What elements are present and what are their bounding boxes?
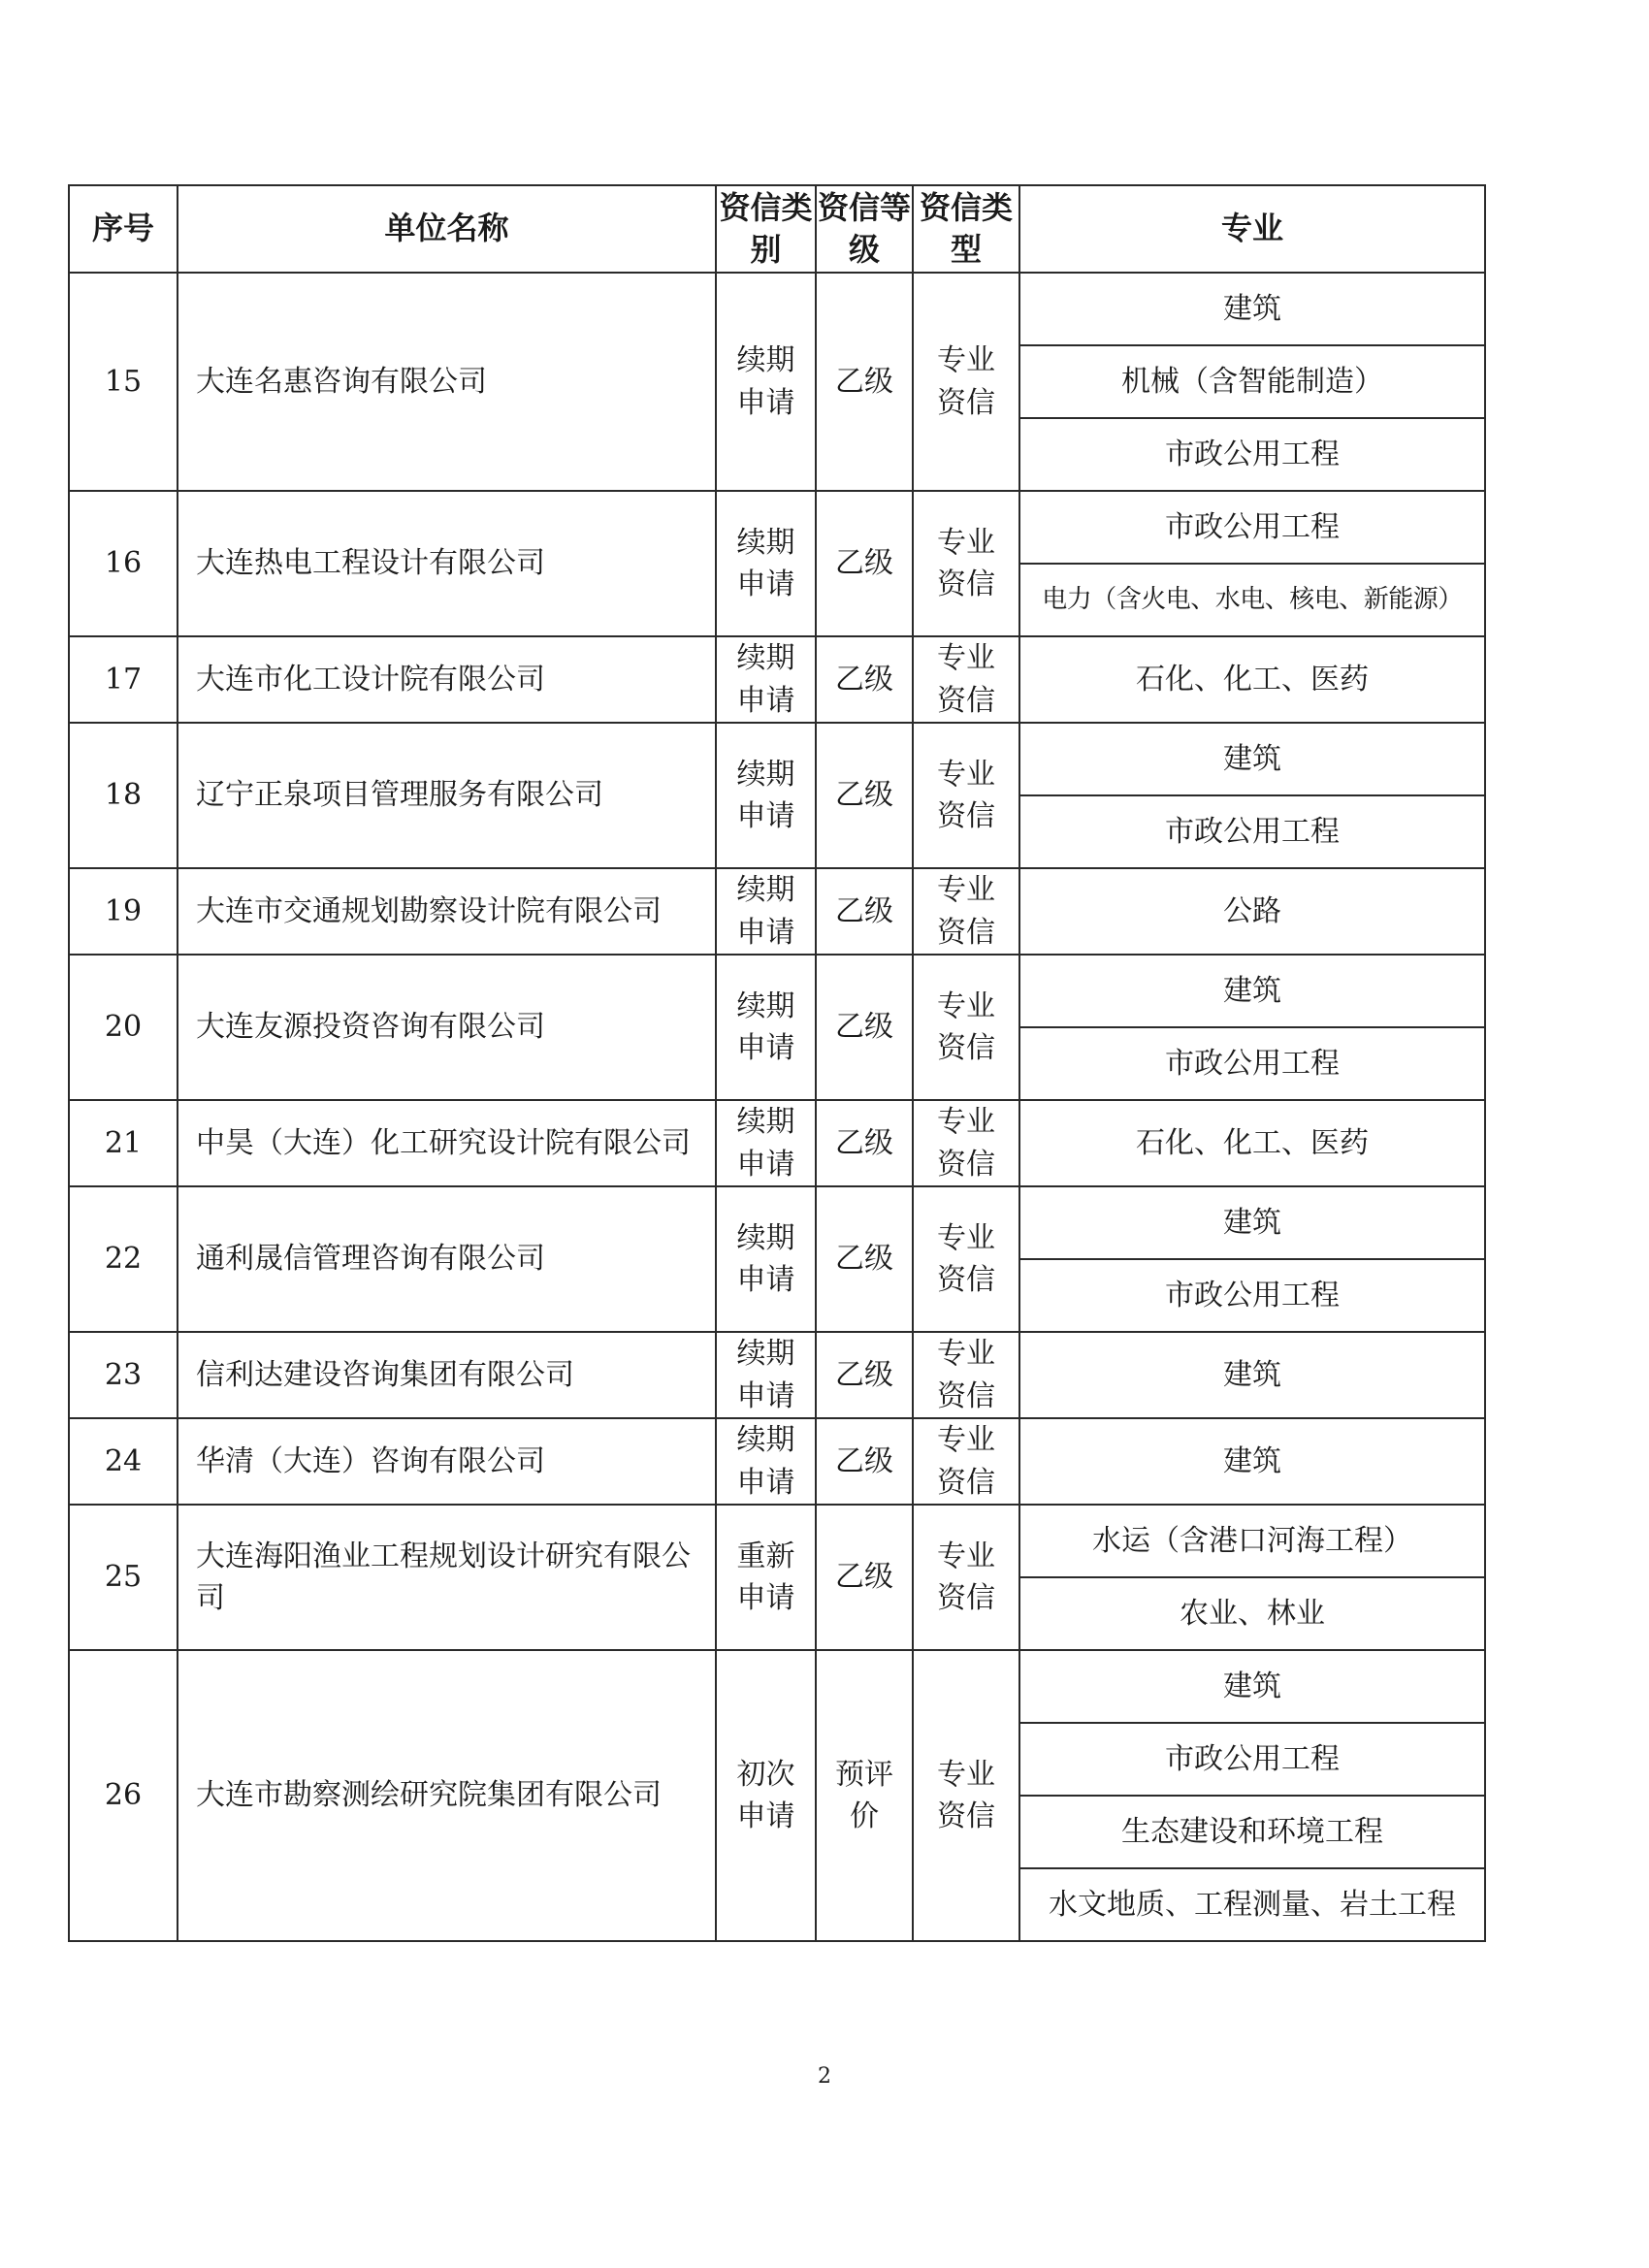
header-major: 专业 xyxy=(1019,185,1485,273)
category-cell: 续期申请 xyxy=(716,868,816,955)
category-cell: 续期申请 xyxy=(716,1332,816,1418)
seq-cell: 15 xyxy=(69,273,178,491)
unit-name-cell: 大连名惠咨询有限公司 xyxy=(178,273,716,491)
table-row xyxy=(69,273,1485,345)
table-row xyxy=(69,723,1485,795)
major-cell: 生态建设和环境工程 xyxy=(1019,1796,1485,1868)
major-cell: 公路 xyxy=(1019,868,1485,955)
type-cell: 专业资信 xyxy=(913,273,1019,491)
unit-name-cell: 大连市勘察测绘研究院集团有限公司 xyxy=(178,1650,716,1941)
table-row xyxy=(69,491,1485,564)
table-row xyxy=(69,868,1485,955)
major-cell: 市政公用工程 xyxy=(1019,1259,1485,1332)
table-row xyxy=(69,1505,1485,1577)
table-header xyxy=(69,185,1485,273)
major-cell: 农业、林业 xyxy=(1019,1577,1485,1650)
major-cell: 电力（含火电、水电、核电、新能源） xyxy=(1019,564,1485,636)
grade-cell: 乙级 xyxy=(816,1505,913,1650)
grade-cell: 乙级 xyxy=(816,1332,913,1418)
unit-name-cell: 大连市交通规划勘察设计院有限公司 xyxy=(178,868,716,955)
grade-cell: 乙级 xyxy=(816,491,913,636)
seq-cell: 20 xyxy=(69,955,178,1100)
type-cell: 专业资信 xyxy=(913,491,1019,636)
major-cell: 市政公用工程 xyxy=(1019,1723,1485,1796)
type-cell: 专业资信 xyxy=(913,1186,1019,1332)
type-cell: 专业资信 xyxy=(913,955,1019,1100)
grade-cell: 乙级 xyxy=(816,955,913,1100)
grade-cell: 预评价 xyxy=(816,1650,913,1941)
major-cell: 机械（含智能制造） xyxy=(1019,345,1485,418)
type-cell: 专业资信 xyxy=(913,1505,1019,1650)
major-cell: 石化、化工、医药 xyxy=(1019,1100,1485,1186)
major-cell: 市政公用工程 xyxy=(1019,491,1485,564)
grade-cell: 乙级 xyxy=(816,273,913,491)
category-cell: 续期申请 xyxy=(716,1100,816,1186)
unit-name-cell: 华清（大连）咨询有限公司 xyxy=(178,1418,716,1505)
seq-cell: 18 xyxy=(69,723,178,868)
table-row xyxy=(69,1650,1485,1723)
major-cell: 市政公用工程 xyxy=(1019,795,1485,868)
major-cell: 建筑 xyxy=(1019,1418,1485,1505)
unit-name-cell: 大连友源投资咨询有限公司 xyxy=(178,955,716,1100)
grade-cell: 乙级 xyxy=(816,1418,913,1505)
table-row xyxy=(69,636,1485,723)
unit-name-cell: 中昊（大连）化工研究设计院有限公司 xyxy=(178,1100,716,1186)
table-row xyxy=(69,1186,1485,1259)
major-cell: 市政公用工程 xyxy=(1019,418,1485,491)
grade-cell: 乙级 xyxy=(816,868,913,955)
header-category: 资信类别 xyxy=(716,185,816,273)
table-row xyxy=(69,955,1485,1027)
header-name: 单位名称 xyxy=(178,185,716,273)
category-cell: 续期申请 xyxy=(716,491,816,636)
seq-cell: 17 xyxy=(69,636,178,723)
major-cell: 水文地质、工程测量、岩土工程 xyxy=(1019,1868,1485,1941)
type-cell: 专业资信 xyxy=(913,1100,1019,1186)
unit-name-cell: 大连市化工设计院有限公司 xyxy=(178,636,716,723)
table-row xyxy=(69,1418,1485,1505)
seq-cell: 24 xyxy=(69,1418,178,1505)
seq-cell: 21 xyxy=(69,1100,178,1186)
seq-cell: 22 xyxy=(69,1186,178,1332)
table-body xyxy=(69,273,1485,1941)
category-cell: 续期申请 xyxy=(716,273,816,491)
page-number: 2 xyxy=(818,2064,831,2089)
seq-cell: 23 xyxy=(69,1332,178,1418)
major-cell: 市政公用工程 xyxy=(1019,1027,1485,1100)
type-cell: 专业资信 xyxy=(913,868,1019,955)
seq-cell: 26 xyxy=(69,1650,178,1941)
category-cell: 续期申请 xyxy=(716,1186,816,1332)
major-cell: 建筑 xyxy=(1019,273,1485,345)
major-cell: 建筑 xyxy=(1019,723,1485,795)
grade-cell: 乙级 xyxy=(816,723,913,868)
category-cell: 续期申请 xyxy=(716,1418,816,1505)
major-cell: 建筑 xyxy=(1019,1186,1485,1259)
seq-cell: 19 xyxy=(69,868,178,955)
unit-name-cell: 通利晟信管理咨询有限公司 xyxy=(178,1186,716,1332)
major-cell: 建筑 xyxy=(1019,1650,1485,1723)
unit-name-cell: 信利达建设咨询集团有限公司 xyxy=(178,1332,716,1418)
seq-cell: 25 xyxy=(69,1505,178,1650)
table-row xyxy=(69,1100,1485,1186)
seq-cell: 16 xyxy=(69,491,178,636)
header-grade: 资信等级 xyxy=(816,185,913,273)
type-cell: 专业资信 xyxy=(913,1650,1019,1941)
grade-cell: 乙级 xyxy=(816,1100,913,1186)
unit-name-cell: 大连海阳渔业工程规划设计研究有限公司 xyxy=(178,1505,716,1650)
major-cell: 建筑 xyxy=(1019,955,1485,1027)
category-cell: 续期申请 xyxy=(716,636,816,723)
unit-name-cell: 大连热电工程设计有限公司 xyxy=(178,491,716,636)
grade-cell: 乙级 xyxy=(816,1186,913,1332)
qualification-table xyxy=(68,184,1486,1942)
category-cell: 续期申请 xyxy=(716,723,816,868)
header-type: 资信类型 xyxy=(913,185,1019,273)
table-row xyxy=(69,1332,1485,1418)
type-cell: 专业资信 xyxy=(913,723,1019,868)
category-cell: 续期申请 xyxy=(716,955,816,1100)
grade-cell: 乙级 xyxy=(816,636,913,723)
header-row xyxy=(69,185,1485,273)
major-cell: 水运（含港口河海工程） xyxy=(1019,1505,1485,1577)
type-cell: 专业资信 xyxy=(913,636,1019,723)
header-seq: 序号 xyxy=(69,185,178,273)
category-cell: 重新申请 xyxy=(716,1505,816,1650)
major-cell: 建筑 xyxy=(1019,1332,1485,1418)
type-cell: 专业资信 xyxy=(913,1332,1019,1418)
unit-name-cell: 辽宁正泉项目管理服务有限公司 xyxy=(178,723,716,868)
major-cell: 石化、化工、医药 xyxy=(1019,636,1485,723)
type-cell: 专业资信 xyxy=(913,1418,1019,1505)
category-cell: 初次申请 xyxy=(716,1650,816,1941)
